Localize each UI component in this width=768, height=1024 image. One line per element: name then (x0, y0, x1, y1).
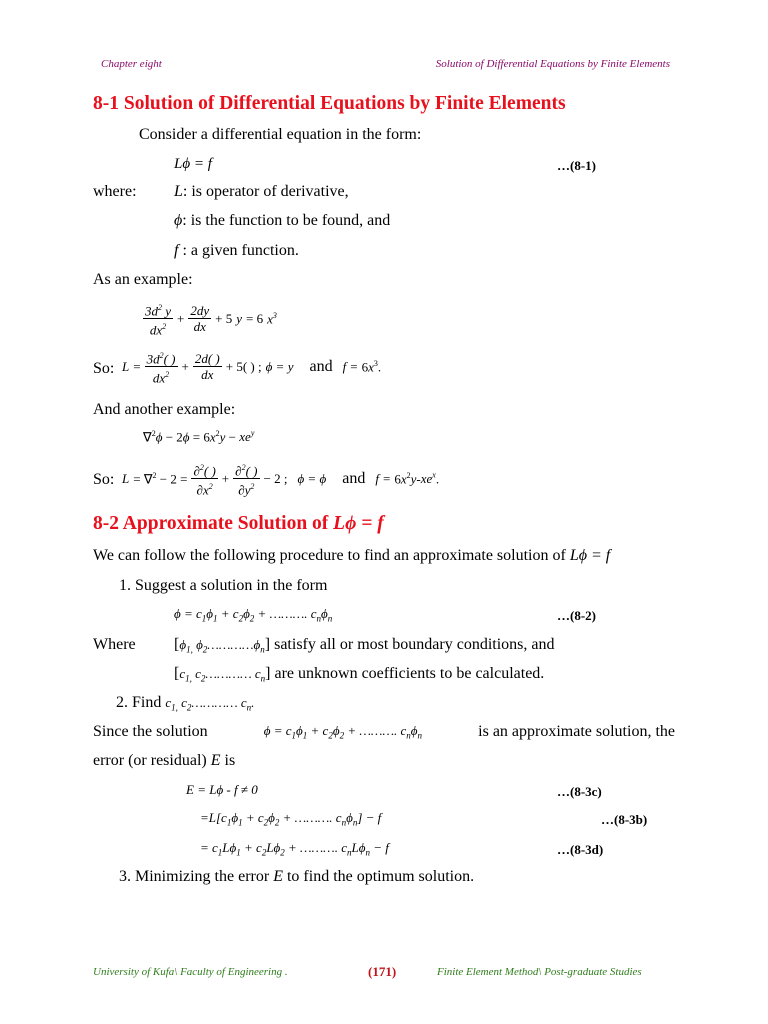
where-label: where: (93, 183, 137, 200)
basis-functions-line: [$\phi_{1,}$ $\phi_2\dots\dots\dots\dots\phi_n$] satisfy all or most boundary conditions, and (174, 636, 555, 655)
example-equation-1: $\frac{3d^2 y}{dx^2}$ + $\frac{2dy}{dx}$ + 5 y = 6 $x^3$ (143, 300, 277, 338)
equation-label-8-2: …(8-2) (557, 608, 596, 623)
definition-phi: ϕ: is the function to be found, and (174, 212, 391, 229)
header-title: Solution of Differential Equations by Finite Elements (435, 58, 670, 70)
step-1: 1. Suggest a solution in the form (119, 577, 328, 594)
operator-equation-2: L = ∇$^2$ − 2 = $\frac{\partial^2( )}{\partial x^2}$ + $\frac{\partial^2( )}{\partial y^2}$ − 2 ; ϕ = ϕ and f = $6x^2y-xe^x$. (122, 460, 439, 498)
example-intro: As an example: (93, 271, 193, 288)
step-2: 2. Find $c_{1,}$ $c_2\dots\dots\dots\dots$ $c_n$. (116, 694, 255, 713)
equation-8-2: $\phi = c_1\phi_1 + c_2\phi_2$ + ………. $c_n\phi_n$ (174, 606, 333, 624)
page-number: (171) (368, 964, 397, 979)
footer-university: University of Kufa\ Faculty of Engineering . (93, 966, 288, 978)
equation-8-3d: = $c_1L\phi_1 + c_2L\phi_2$ + ………. $c_nL\phi_n - f$ (200, 840, 389, 858)
equation-label-8-3c: …(8-3c) (557, 784, 602, 799)
equation-8-3c: E = Lϕ - f ≠ 0 (186, 782, 258, 797)
header-chapter: Chapter eight (101, 58, 162, 70)
definition-f: f : a given function. (174, 242, 299, 259)
where-label-2: Where (93, 636, 136, 653)
operator-equation-1: L = $\frac{3d^2( )}{dx^2}$ + $\frac{2d( )}{dx}$ + 5( ) ; ϕ = y and f = $6x^3$. (122, 348, 381, 386)
equation-label-8-3b: …(8-3b) (601, 812, 648, 827)
since-line: Since the solution $\phi = c_1\phi_1 + c_2\phi_2$ + ………. $c_n\phi_n$ is an approximate solution, the (93, 723, 675, 741)
section-title-8-1: 8-1 Solution of Differential Equations by Finite Elements (93, 93, 566, 114)
section-title-8-2: 8-2 Approximate Solution of Lϕ = f (93, 513, 384, 534)
example-equation-2: $\nabla^2\phi - 2\phi = 6x^2y - xe^y$ (143, 429, 255, 445)
equation-8-1: Lϕ = f (174, 156, 212, 172)
coefficients-line: [$c_{1,}$ $c_2\dots\dots\dots\dots$ $c_n$] are unknown coefficients to be calculated. (174, 665, 545, 684)
so-label-1: So: (93, 360, 115, 377)
equation-label-8-3d: …(8-3d) (557, 842, 604, 857)
procedure-intro: We can follow the following procedure to find an approximate solution of Lϕ = f (93, 547, 611, 564)
footer-course: Finite Element Method\ Post-graduate Studies (437, 966, 642, 978)
another-example: And another example: (93, 401, 236, 418)
equation-label-8-1: …(8-1) (557, 158, 596, 173)
intro-text: Consider a differential equation in the form: (139, 126, 422, 143)
so-label-2: So: (93, 471, 115, 488)
step-3: 3. Minimizing the error E to find the optimum solution. (119, 868, 475, 885)
equation-8-3b: $=L[c_1\phi_1 + c_2\phi_2$ + ………. $c_n\phi_n] - f$ (200, 810, 382, 828)
error-line: error (or residual) E is (93, 752, 236, 769)
definition-L: L: is operator of derivative, (174, 183, 349, 200)
